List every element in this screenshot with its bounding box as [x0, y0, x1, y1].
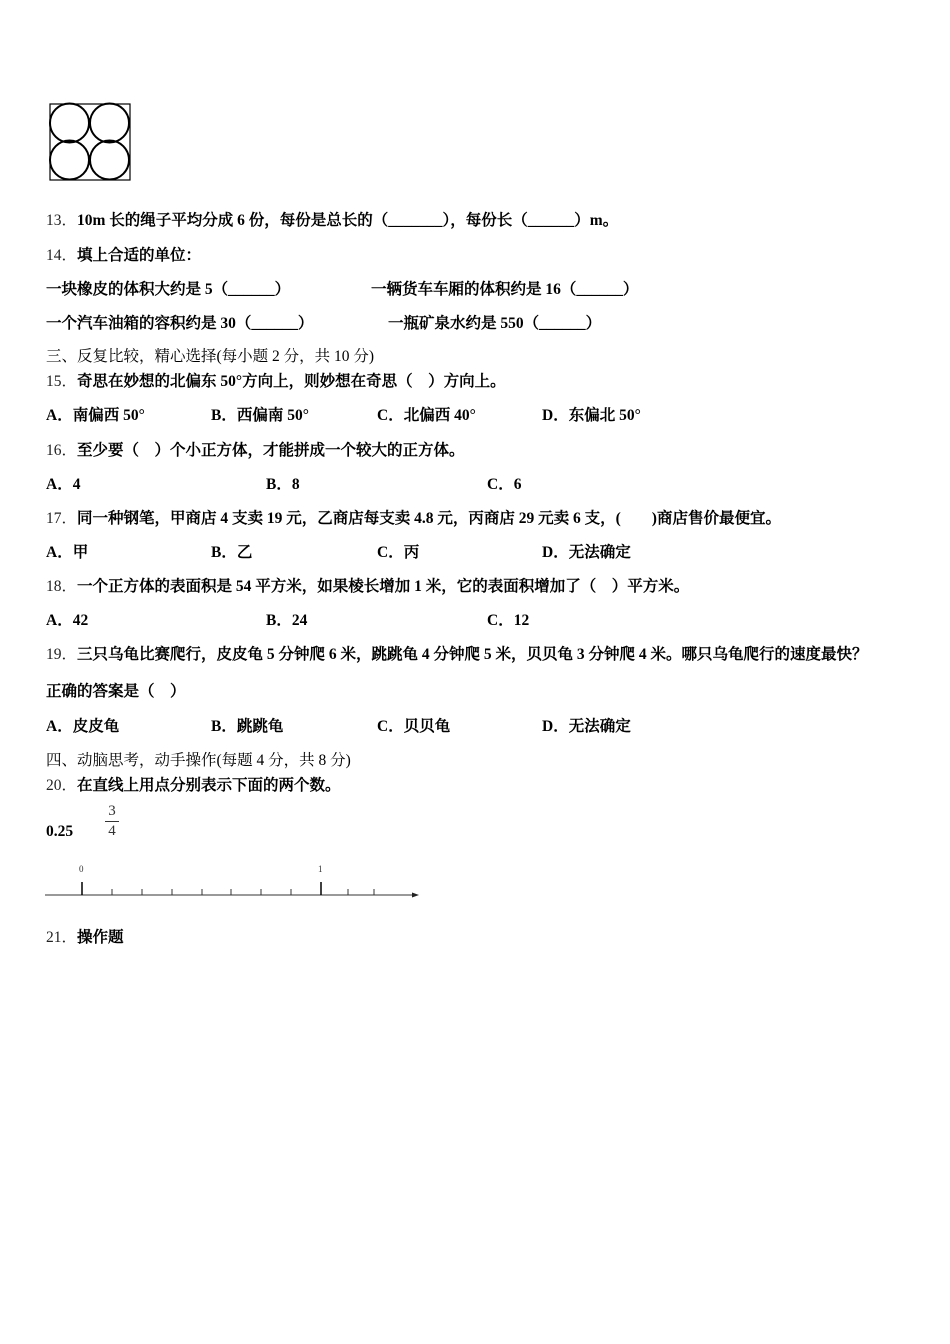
question-text: 至少要（ ）个小正方体，才能拼成一个较大的正方体。 — [77, 442, 465, 459]
value-fraction — [105, 803, 119, 840]
question-number: 20． — [46, 777, 78, 794]
question-13 — [46, 211, 618, 231]
fraction-numerator: 3 — [108, 803, 116, 819]
question-20 — [46, 776, 341, 796]
question-text: 同一种钢笔，甲商店 4 支卖 19 元，乙商店每支卖 4.8 元，丙商店 29 元卖 6 支，( )商店售价最便宜。 — [77, 510, 781, 527]
question-number: 18． — [46, 578, 78, 595]
q16-option-a: A．4 — [46, 476, 81, 493]
q18-option-b: B．24 — [266, 612, 308, 629]
q18-option-a: A．42 — [46, 612, 89, 629]
question-text: 三只乌龟比赛爬行，皮皮龟 5 分钟爬 6 米，跳跳龟 4 分钟爬 5 米，贝贝龟 3 分钟爬 4 米。哪只乌龟爬行的速度最快？ — [77, 646, 868, 663]
question-number: 21． — [46, 929, 78, 946]
question-text: 一个正方体的表面积是 54 平方米，如果棱长增加 1 米，它的表面积增加了（ ）平方米。 — [77, 578, 690, 595]
q17-option-b: B．乙 — [211, 544, 253, 561]
q16-option-c: C．6 — [487, 476, 522, 493]
q19-option-d: D．无法确定 — [542, 718, 631, 735]
unit-item-water-bottle: 一瓶矿泉水约是 550（______） — [388, 315, 602, 332]
value-decimal: 0.25 — [46, 823, 74, 840]
question-number: 16． — [46, 442, 78, 459]
q15-option-a: A．南偏西 50° — [46, 407, 145, 424]
question-16 — [46, 441, 465, 461]
question-15 — [46, 372, 506, 392]
question-number: 15． — [46, 373, 78, 390]
q15-option-b: B．西偏南 50° — [211, 407, 309, 424]
question-21 — [46, 928, 124, 948]
number-line — [0, 855, 440, 905]
q17-option-d: D．无法确定 — [542, 544, 631, 561]
unit-item-truck: 一辆货车车厢的体积约是 16（______） — [371, 281, 639, 298]
tick-label-0: 0 — [79, 864, 84, 874]
question-text: 奇思在妙想的北偏东 50°方向上，则妙想在奇思（ ）方向上。 — [77, 373, 506, 390]
unit-item-eraser: 一块橡皮的体积大约是 5（______） — [46, 281, 291, 298]
section-4-heading: 四、动脑思考，动手操作(每题 4 分，共 8 分) — [46, 752, 351, 769]
q16-option-b: B．8 — [266, 476, 300, 493]
question-number: 14． — [46, 247, 78, 264]
question-text: 填上合适的单位： — [77, 247, 202, 264]
q17-option-c: C．丙 — [377, 544, 420, 561]
q19-answer-prompt: 正确的答案是（ ） — [46, 683, 186, 700]
question-19 — [46, 645, 868, 665]
four-circles-in-square-figure — [46, 102, 134, 184]
question-number: 17． — [46, 510, 78, 527]
q17-option-a: A．甲 — [46, 544, 89, 561]
number-line-axis — [0, 855, 440, 905]
question-number: 19． — [46, 646, 78, 663]
fraction-denominator: 4 — [108, 823, 116, 839]
question-14 — [46, 246, 201, 266]
fraction-bar — [105, 821, 119, 822]
question-number: 13． — [46, 212, 78, 229]
q19-option-b: B．跳跳龟 — [211, 718, 284, 735]
question-18 — [46, 577, 689, 597]
unit-item-fuel-tank: 一个汽车油箱的容积约是 30（______） — [46, 315, 314, 332]
q18-option-c: C．12 — [487, 612, 530, 629]
question-text: 10m 长的绳子平均分成 6 份，每份是总长的（_______），每份长（______）m。 — [77, 212, 619, 229]
question-17 — [46, 509, 781, 529]
tick-label-1: 1 — [318, 864, 323, 874]
question-text: 操作题 — [77, 929, 124, 946]
question-text: 在直线上用点分别表示下面的两个数。 — [77, 777, 341, 794]
q19-option-a: A．皮皮龟 — [46, 718, 120, 735]
q19-option-c: C．贝贝龟 — [377, 718, 451, 735]
section-3-heading: 三、反复比较，精心选择(每小题 2 分，共 10 分) — [46, 348, 375, 365]
q15-option-d: D．东偏北 50° — [542, 407, 641, 424]
q15-option-c: C．北偏西 40° — [377, 407, 476, 424]
